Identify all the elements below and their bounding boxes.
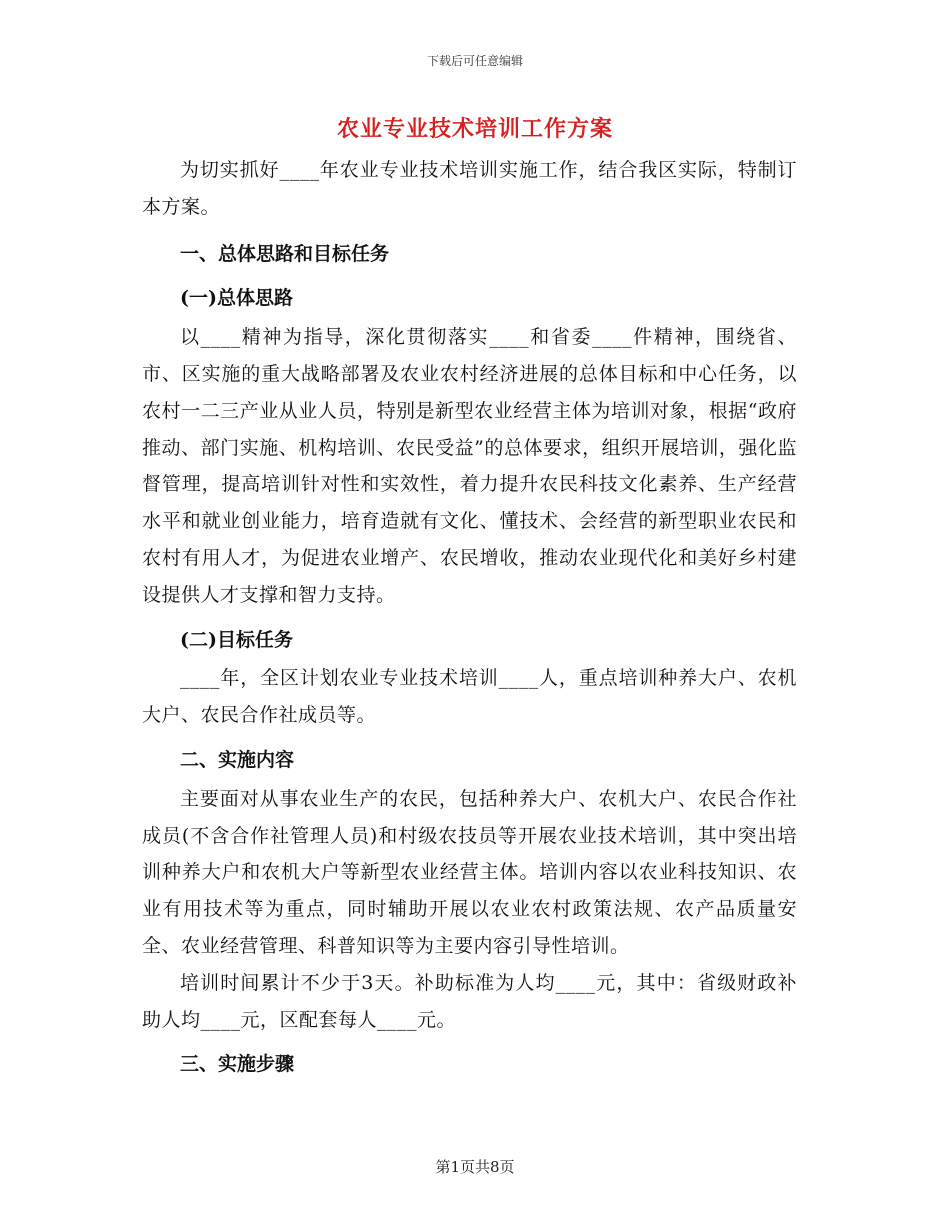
- intro-paragraph: 为切实抓好____年农业专业技术培训实施工作，结合我区实际，特制订本方案。: [142, 159, 797, 218]
- section1-sub2-heading: (二)目标任务: [180, 628, 293, 651]
- page-number-footer: 第1页共8页: [435, 1158, 515, 1176]
- section2-heading: 二、实施内容: [180, 748, 295, 771]
- header-note: 下载后可任意编辑: [426, 54, 523, 68]
- section1-sub1-heading: (一)总体思路: [180, 287, 293, 310]
- document-title: 农业专业技术培训工作方案: [336, 116, 613, 142]
- document-body: [142, 152, 797, 1085]
- section2-paragraph-2: 培训时间累计不少于3天。补助标准为人均____元，其中：省级财政补助人均____元，区配套每人____元。: [142, 971, 797, 1031]
- section1-sub1-paragraph: 以____精神为指导，深化贯彻落实____和省委____件精神，围绕省、市、区实施的重大战略部署及农业农村经济进展的总体目标和中心任务，以农村一二三产业从业人员，特别是新型农业经营主体为培训对象，根据“政府推动、部门实施、机构培训、农民受益”的总体要求，组织开展培训，强化监督管理，提高培训针对性和实效性，着力提升农民科技文化素养、生产经营水平和就业创业能力，培育造就有文化、懂技术、会经营的新型职业农民和农村有用人才，为促进农业增产、农民增收，推动农业现代化和美好乡村建设提供人才支撑和智力支持。: [142, 326, 797, 606]
- section1-sub2-paragraph: ____年，全区计划农业专业技术培训____人，重点培训种养大户、农机大户、农民合作社成员等。: [142, 667, 797, 727]
- section3-heading: 三、实施步骤: [180, 1053, 295, 1076]
- section2-paragraph-1: 主要面对从事农业生产的农民，包括种养大户、农机大户、农民合作社成员(不含合作社管理人员)和村级农技员等开展农业技术培训，其中突出培训种养大户和农机大户等新型农业经营主体。培训内容以农业科技知识、农业有用技术等为重点，同时辅助开展以农业农村政策法规、农产品质量安全、农业经营管理、科普知识等为主要内容引导性培训。: [142, 787, 797, 957]
- section1-heading: 一、总体思路和目标任务: [180, 242, 390, 265]
